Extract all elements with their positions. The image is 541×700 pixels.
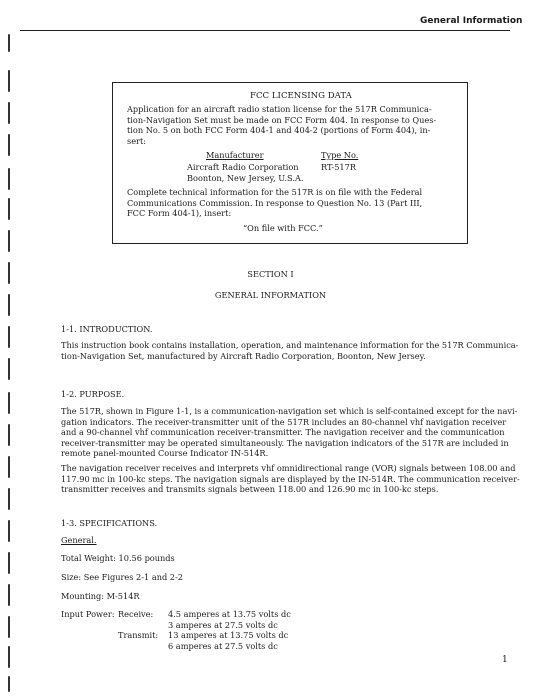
binding-mark	[8, 646, 10, 668]
spec-weight: Total Weight: 10.56 pounds	[61, 553, 175, 563]
section-title: GENERAL INFORMATION	[214, 290, 327, 300]
binding-mark	[8, 552, 10, 574]
spec-size: Size: See Figures 2-1 and 2-2	[61, 572, 183, 582]
spec-power-label: Input Power:	[61, 609, 115, 619]
type-no-value: RT-517R	[321, 162, 356, 172]
fcc-para1-line: sert:	[127, 135, 147, 146]
page-number: 1	[502, 655, 508, 665]
binding-mark	[8, 424, 10, 446]
spec-transmit-label: Transmit:	[118, 630, 159, 640]
spec-mounting: Mounting: M-514R	[61, 591, 140, 601]
binding-mark	[8, 168, 10, 190]
binding-mark	[8, 676, 10, 692]
binding-mark	[8, 488, 10, 510]
specs-heading: 1-3. SPECIFICATIONS.	[61, 518, 158, 528]
binding-mark	[8, 34, 10, 52]
purpose-heading: 1-2. PURPOSE.	[61, 389, 125, 399]
binding-mark	[8, 326, 10, 348]
binding-mark	[8, 456, 10, 478]
fcc-quote: “On file with FCC.”	[243, 223, 323, 233]
fcc-para2-line: FCC Form 404-1), insert:	[127, 208, 232, 218]
binding-mark	[8, 230, 10, 252]
fcc-para1-line: Application for an aircraft radio station license for the 517R Communica-	[127, 104, 432, 114]
binding-mark	[8, 134, 10, 156]
manufacturer-city: Boonton, New Jersey, U.S.A.	[187, 172, 304, 183]
spec-transmit-value: 6 amperes at 27.5 volts dc	[168, 640, 278, 651]
binding-mark	[8, 520, 10, 542]
binding-mark	[8, 70, 10, 92]
binding-mark	[8, 102, 10, 124]
spec-receive-value: 3 amperes at 27.5 volts dc	[168, 619, 278, 630]
intro-line: This instruction book contains installation, operation, and maintenance information for the 517R Communica-	[61, 340, 519, 350]
purpose-line: The 517R, shown in Figure 1-1, is a communication-navigation set which is self-contained except for the navi-	[61, 406, 518, 416]
intro-line: tion-Navigation Set, manufactured by Aircraft Radio Corporation, Boonton, New Jersey.	[61, 350, 426, 361]
purpose-line: The navigation receiver receives and interprets vhf omnidirectional range (VOR) signals between 108.00 and	[61, 463, 516, 473]
fcc-para1-line: tion No. 5 on both FCC Form 404-1 and 404-2 (portions of Form 404), in-	[127, 125, 431, 135]
binding-mark	[8, 358, 10, 380]
binding-mark	[8, 584, 10, 606]
running-header: General Information	[420, 16, 523, 26]
purpose-line: receiver-transmitter may be operated simultaneously. The navigation indicators of the 517R are included in	[61, 437, 509, 448]
manufacturer-label: Manufacturer	[206, 150, 264, 160]
binding-mark	[8, 392, 10, 414]
intro-heading: 1-1. INTRODUCTION.	[61, 324, 153, 334]
binding-mark	[8, 616, 10, 638]
fcc-title: FCC LICENSING DATA	[250, 91, 352, 101]
purpose-line: gation indicators. The receiver-transmitter unit of the 517R includes an 80-channel vhf navigation receiver	[61, 416, 507, 427]
fcc-para2-line: Complete technical information for the 517R is on file with the Federal	[127, 187, 423, 197]
binding-mark	[8, 198, 10, 220]
spec-receive-label: Receive:	[118, 609, 154, 619]
spec-transmit-value: 13 amperes at 13.75 volts dc	[168, 630, 289, 640]
purpose-line: 117.90 mc in 100-kc steps. The navigation signals are displayed by the IN-514R. The communication receiver-	[61, 473, 520, 484]
specs-subheading: General.	[61, 535, 97, 545]
purpose-line: remote panel-mounted Course Indicator IN-514R.	[61, 448, 269, 458]
fcc-para1-line: tion-Navigation Set must be made on FCC Form 404. In response to Ques-	[127, 114, 437, 125]
purpose-line: transmitter receives and transmits signals between 118.00 and 126.90 mc in 100-kc steps.	[61, 484, 439, 494]
type-no-label: Type No.	[321, 150, 359, 160]
section-number: SECTION I	[247, 269, 294, 279]
header-rule	[20, 30, 510, 31]
fcc-para2-line: Communications Commission. In response to Question No. 13 (Part III,	[127, 197, 423, 208]
manufacturer-name: Aircraft Radio Corporation	[187, 162, 299, 172]
purpose-line: and a 90-channel vhf communication receiver-transmitter. The navigation receiver and the communication	[61, 427, 505, 437]
spec-receive-value: 4.5 amperes at 13.75 volts dc	[168, 609, 291, 619]
